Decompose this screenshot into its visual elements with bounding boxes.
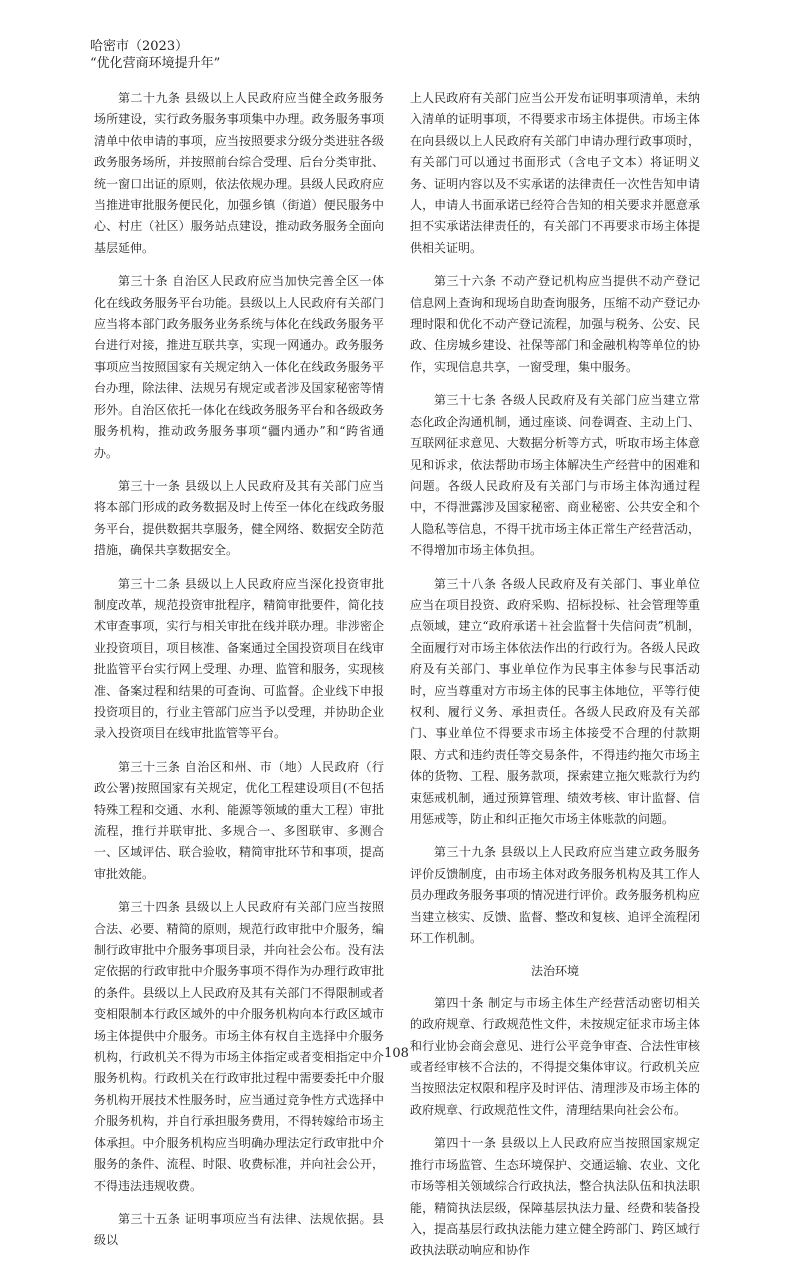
article-41-start: 第四十一条 县级以上人民政府应当按照国家规定推行市场监管、生态环境保护、交通运输、农业、文化市场等相关领域综合行政执法，整合执法队伍和执法职能，精简执法层级，保障基层执法力量、经费和装备投入，提高基层行政执法能力建立健全跨部门、跨区域行政执法联动响应和协作 (410, 1136, 700, 1258)
article-35-start: 第三十五条 证明事项应当有法律、法规依据。县级以 (94, 1211, 384, 1248)
article-32: 第三十二条 县级以上人民政府应当深化投资审批制度改革，规范投资审批程序，精简审批要件，简化技术审查事项，实行与相关审批在线并联办理。非涉密企业投资项目，项目核准、备案通过全国投资项目在线审批监管平台实行网上受理、办理、监管和服务，实现核准、备案过程和结果的可查询、可监督。企业线下申报投资项目的，行业主管部门应当予以受理，并协助企业录入投资项目在线审批监管等平台。 (94, 576, 384, 741)
article-33: 第三十三条 自治区和州、市（地）人民政府（行政公署)按照国家有关规定，优化工程建设项目(不包括特殊工程和交通、水利、能源等领域的重大工程）审批流程，推行并联审批、多规合一、多图联审、多测合一、区域评估、联合验收，精简审批环节和事项，提高审批效能。 (94, 759, 384, 881)
article-35-continued: 上人民政府有关部门应当公开发布证明事项清单，未纳入清单的证明事项，不得要求市场主体提供。市场主体在向县级以上人民政府有关部门申请办理行政事项时，有关部门可以通过书面形式（含电子文本）将证明义务、证明内容以及不实承诺的法律责任一次性告知申请人，申请人书面承诺已经符合告知的相关要求并愿意承担不实承诺法律责任的，有关部门不再要求市场主体提供相关证明。 (410, 91, 700, 255)
page-number: 108 (384, 1046, 409, 1061)
right-column (410, 88, 700, 1274)
running-header (90, 38, 220, 72)
article-31: 第三十一条 县级以上人民政府及其有关部门应当将本部门形成的政务数据及时上传至一体化在线政务服务平台，提供数据共享服务，健全网络、数据安全防范措施，确保共享数据安全。 (94, 478, 384, 558)
article-30: 第三十条 自治区人民政府应当加快完善全区一体化在线政务服务平台功能。县级以上人民政府有关部门应当将本部门政务服务业务系统与体化在线政务服务平台进行对接，推进互联共享，实现一网通办。政务服务事项应当按照国家有关规定纳入一体化在线政务服务平台办理，除法律、法规另有规定或者涉及国家秘密等情形外。自治区依托一体化在线政务服务平台和各级政务服务机构，推动政务服务事项“疆内通办”和“跨省通办。 (94, 274, 384, 460)
left-column (94, 88, 384, 1264)
article-37: 第三十七条 各级人民政府及有关部门应当建立常态化政企沟通机制，通过座谈、问卷调查、主动上门、互联网征求意见、大数据分析等方式，听取市场主体意见和诉求，依法帮助市场主体解决生产经营中的困难和问题。各级人民政府及有关部门与市场主体沟通过程中，不得泄露涉及国家秘密、商业秘密、公共安全和个人隐私等信息，不得干扰市场主体正常生产经营活动，不得增加市场主体负担。 (410, 393, 700, 558)
article-38: 第三十八条 各级人民政府及有关部门、事业单位应当在项目投资、政府采购、招标投标、社会管理等重点领域，建立“政府承诺＋社会监督十失信问责”机制，全面履行对市场主体依法作出的行政行为。各级人民政府及有关部门、事业单位作为民事主体参与民事活动时，应当尊重对方市场主体的民事主体地位，平等行使权利、履行义务、承担责任。各级人民政府及有关部门、事业单位不得要求市场主体接受不合理的付款期限、方式和违约责任等交易条件，不得违约拖欠市场主体的货物、工程、服务款项，探索建立拖欠账款行为约束惩戒机制，通过预算管理、绩效考核、审计监督、信用惩戒等，防止和纠正拖欠市场主体账款的问题。 (410, 576, 700, 826)
article-34: 第三十四条 县级以上人民政府有关部门应当按照合法、必要、精简的原则，规范行政审批中介服务，编制行政审批中介服务事项目录，并向社会公布。没有法定依据的行政审批中介服务事项不得作为办理行政审批的条件。县级以上人民政府及其有关部门不得限制或者变相限制本行政区域外的中介服务机构向本行政区域市场主体提供中介服务。市场主体有权自主选择中介服务机构，行政机关不得为市场主体指定或者变相指定中介服务机构。行政机关在行政审批过程中需要委托中介服务机构开展技术性服务时，应当通过竞争性方式选择中介服务机构，并自行承担服务费用，不得转嫁给市场主体承担。中介服务机构应当明确办理法定行政审批中介服务的条件、流程、时限、收费标准，并向社会公开，不得违法违规收费。 (94, 900, 384, 1193)
article-39: 第三十九条 县级以上人民政府应当建立政务服务评价反馈制度，由市场主体对政务服务机构及其工作人员办理政务服务事项的情况进行评价。政务服务机构应当建立核实、反馈、监督、整改和复核、追评全流程闭环工作机制。 (410, 845, 700, 946)
header-year-line: 哈密市（2023） (90, 39, 189, 54)
header-theme-line: “优化营商环境提升年” (90, 56, 221, 71)
article-40: 第四十条 制定与市场主体生产经营活动密切相关的政府规章、行政规范性文件，未按规定征求市场主体和行业协会商会意见、进行公平竞争审查、合法性审核或者经审核不合法的，不得提交集体审议。行政机关应当按照法定权限和程序及时评估、清理涉及市场主体的政府规章、行政规范性文件，清理结果向社会公布。 (410, 995, 700, 1117)
article-36: 第三十六条 不动产登记机构应当提供不动产登记信息网上查询和现场自助查询服务，压缩不动产登记办理时限和优化不动产登记流程，加强与税务、公安、民政、住房城乡建设、社保等部门和金融机构等单位的协作，实现信息共享，一窗受理，集中服务。 (410, 274, 700, 374)
article-29: 第二十九条 县级以上人民政府应当健全政务服务场所建设，实行政务服务事项集中办理。政务服务事项清单中依申请的事项，应当按照要求分级分类进驻各级政务服务场所，并按照前台综合受理、后台分类审批、统一窗口出证的原则，依法依规办理。县级人民政府应当推进审批服务便民化，加强乡镇（街道）便民服务中心、村庄（社区）服务站点建设，推动政务服务全面向基层延伸。 (94, 91, 384, 255)
section-heading-legal-environment: 法治环境 (530, 964, 579, 979)
